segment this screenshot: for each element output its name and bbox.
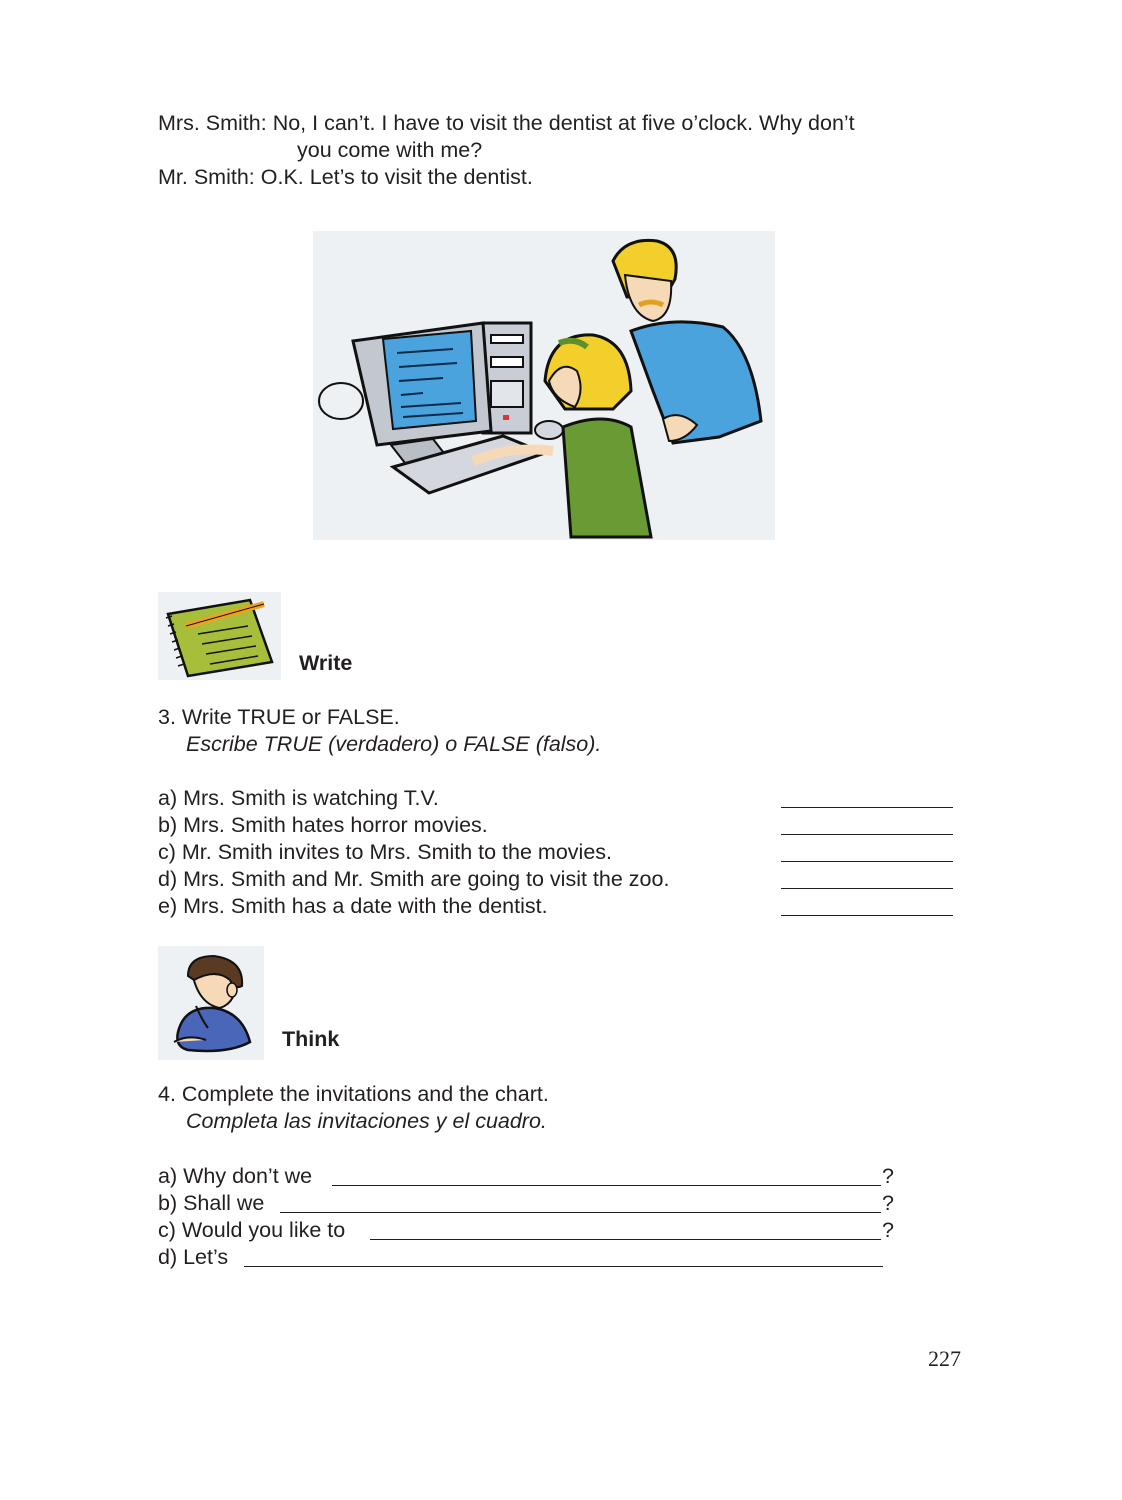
think-heading: Think	[282, 1027, 340, 1051]
list-item	[158, 839, 958, 866]
think-instruction: 4. Complete the invitations and the chart.	[158, 1082, 549, 1106]
computer-illustration	[313, 231, 775, 540]
answer-blank[interactable]	[781, 897, 953, 916]
answer-blank[interactable]	[781, 870, 953, 889]
thinking-boy-icon	[158, 946, 264, 1060]
invitation-prefix: d) Let’s	[158, 1245, 229, 1269]
invitation-blank[interactable]	[370, 1221, 881, 1240]
true-false-list	[158, 785, 958, 920]
dialogue-line-mr-smith	[158, 164, 533, 191]
think-boy-image	[158, 946, 264, 1060]
dialogue-text: No, I can’t. I have to visit the dentist at five o’clock. Why don’t	[272, 111, 855, 135]
list-item	[158, 893, 958, 920]
statement-text: a) Mrs. Smith is watching T.V.	[158, 786, 439, 810]
think-instruction-spanish: Completa las invitaciones y el cuadro.	[186, 1109, 547, 1133]
list-item	[158, 1217, 918, 1244]
speaker-label: Mr. Smith:	[158, 165, 255, 189]
write-heading: Write	[299, 651, 353, 675]
statement-text: d) Mrs. Smith and Mr. Smith are going to visit the zoo.	[158, 867, 670, 891]
dialogue-text: O.K. Let’s to visit the dentist.	[260, 165, 533, 189]
statement-text: e) Mrs. Smith has a date with the dentist.	[158, 894, 548, 918]
list-item	[158, 866, 958, 893]
answer-blank[interactable]	[781, 789, 953, 808]
question-mark: ?	[882, 1218, 894, 1242]
list-item	[158, 1163, 918, 1190]
invitation-blank[interactable]	[244, 1248, 883, 1267]
list-item	[158, 785, 958, 812]
question-mark: ?	[882, 1191, 894, 1215]
page-number: 227	[928, 1346, 961, 1371]
invitation-list	[158, 1163, 918, 1271]
statement-text: c) Mr. Smith invites to Mrs. Smith to the movies.	[158, 840, 612, 864]
list-item	[158, 1244, 918, 1271]
dialogue-line-mrs-smith	[158, 110, 855, 137]
write-instruction-spanish: Escribe TRUE (verdadero) o FALSE (falso).	[186, 732, 602, 756]
list-item	[158, 1190, 918, 1217]
write-notebook-image	[158, 592, 281, 680]
invitation-prefix: b) Shall we	[158, 1191, 265, 1215]
statement-text: b) Mrs. Smith hates horror movies.	[158, 813, 488, 837]
invitation-prefix: c) Would you like to	[158, 1218, 346, 1242]
invitation-blank[interactable]	[280, 1194, 881, 1213]
list-item	[158, 812, 958, 839]
answer-blank[interactable]	[781, 816, 953, 835]
notebook-pencil-icon	[158, 592, 281, 680]
invitation-prefix: a) Why don’t we	[158, 1164, 313, 1188]
write-instruction: 3. Write TRUE or FALSE.	[158, 705, 400, 729]
answer-blank[interactable]	[781, 843, 953, 862]
dialogue-continuation: you come with me?	[297, 138, 483, 162]
speaker-label: Mrs. Smith:	[158, 111, 267, 135]
computer-scene-icon	[313, 231, 775, 540]
question-mark: ?	[882, 1164, 894, 1188]
invitation-blank[interactable]	[332, 1167, 881, 1186]
